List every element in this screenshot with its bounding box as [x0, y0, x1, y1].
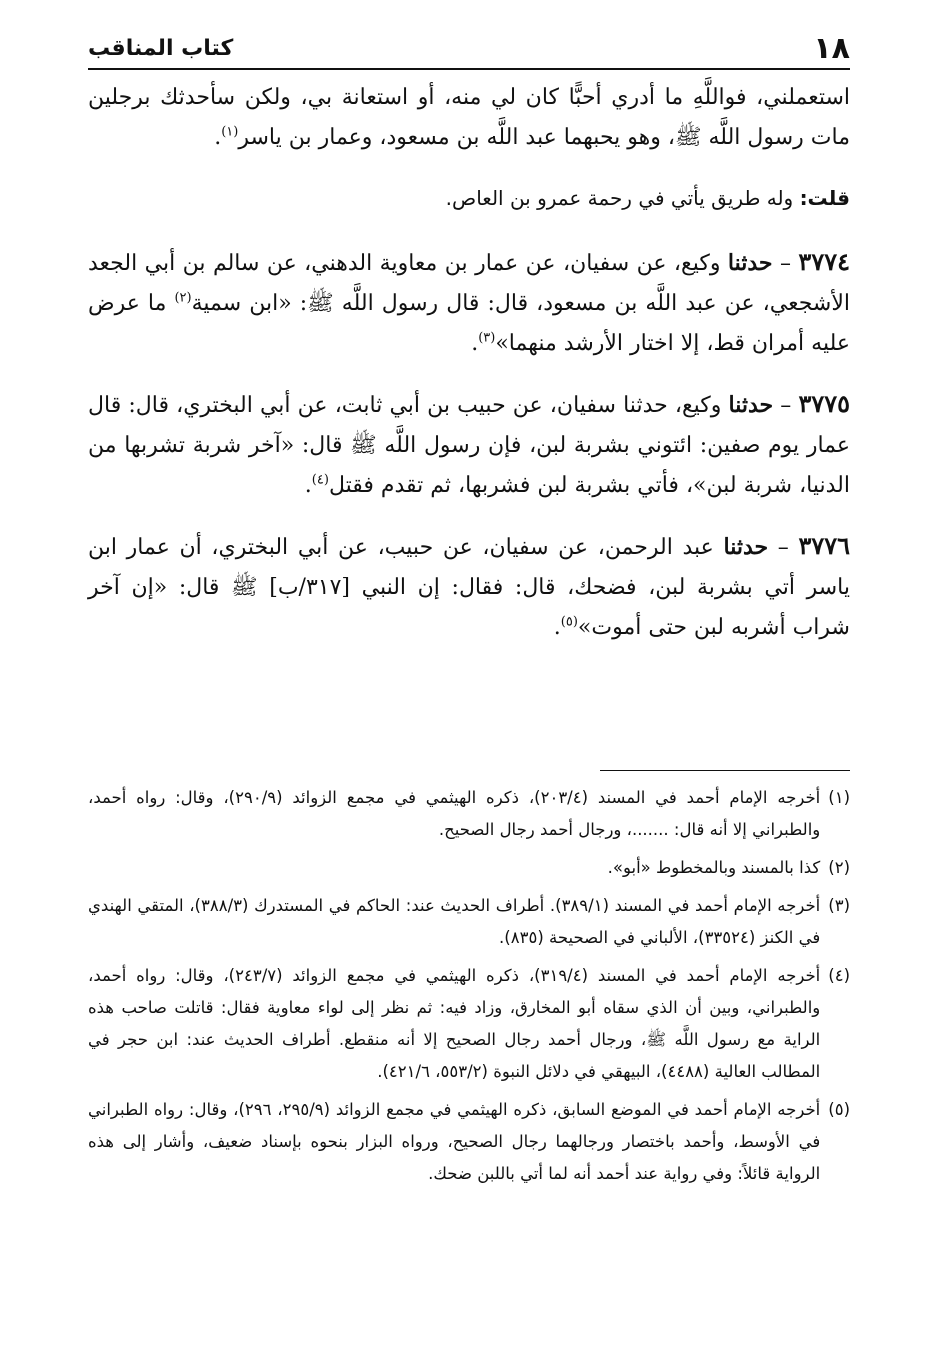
- hadith-dash: –: [772, 251, 799, 276]
- hadith-3775: [88, 384, 850, 506]
- hadith-number: ٣٧٧٤: [798, 247, 850, 276]
- hadith-end: .: [553, 615, 561, 640]
- page-header: [88, 26, 850, 70]
- hadith-end: .: [471, 331, 479, 356]
- editor-note-label: قلت:: [799, 186, 850, 210]
- paragraph-text: استعملني، فواللَّهِ ما أدري أحبًّا كان لي منه، أو استعانة بي، ولكن سأحدثك برجلين مات رسول اللَّه ﷺ، وهو يحبهما عبد اللَّه بن مسعود، وعمار بن ياسر: [88, 85, 850, 150]
- footnote-text: كذا بالمسند وبالمخطوط «أبو».: [607, 858, 821, 877]
- hadith-dash: –: [768, 535, 799, 560]
- hadith-opening: حدثنا: [728, 392, 774, 418]
- footnote-number: (٢): [828, 858, 850, 877]
- hadith-text: وكيع، عن سفيان، عن عمار بن معاوية الدهني، عن سالم بن أبي الجعد الأشجعي، عن عبد اللَّه بن مسعود، قال: قال رسول اللَّه ﷺ: «ابن سمية: [88, 251, 850, 316]
- hadith-3776: [88, 526, 850, 648]
- hadith-text: عبد الرحمن، عن سفيان، عن حبيب، عن أبي البختري، أن عمار ابن ياسر أتي بشربة لبن، فضحك، قال: فقال: إن النبي [٣١٧/ب] ﷺ قال: «إن آخر شراب أشربه لبن حتى أموت»: [88, 535, 851, 640]
- paragraph-continuation: [88, 78, 850, 158]
- header-divider: [88, 68, 850, 70]
- hadith-number: ٣٧٧٥: [798, 389, 850, 418]
- footnote-divider: [600, 770, 850, 771]
- footnote-ref-5: (٥): [560, 614, 578, 630]
- editor-note-text: وله طريق يأتي في رحمة عمرو بن العاص.: [445, 186, 794, 210]
- hadith-end: .: [304, 473, 312, 498]
- book-title: كتاب المناقب: [88, 35, 234, 61]
- footnote-1: [88, 782, 850, 846]
- footnote-2: [88, 852, 850, 884]
- footnote-5: [88, 1094, 850, 1190]
- hadith-dash: –: [773, 393, 799, 418]
- hadith-opening: حدثنا: [723, 534, 769, 560]
- hadith-number: ٣٧٧٦: [798, 531, 850, 560]
- footnotes: [88, 782, 850, 1196]
- hadith-text-continued: ما عرض عليه أمران قط، إلا اختار الأرشد منهما»: [88, 291, 850, 356]
- footnote-number: (٤): [828, 966, 850, 985]
- footnote-text: أخرجه الإمام أحمد في المسند (٢٠٣/٤)، ذكره الهيثمي في مجمع الزوائد (٢٩٠/٩)، وقال: رواه أحمد، والطبراني إلا أنه قال: .......، ورجال أحمد رجال الصحيح.: [88, 788, 821, 839]
- page-number: ١٨: [813, 30, 850, 66]
- footnote-number: (٣): [828, 896, 850, 915]
- editor-note: [88, 178, 850, 218]
- footnote-number: (٥): [828, 1100, 850, 1119]
- footnote-text: أخرجه الإمام أحمد في المسند (٣١٩/٤)، ذكره الهيثمي في مجمع الزوائد (٢٤٣/٧)، وقال: رواه أحمد، والطبراني، وبين أن الذي سقاه أبو المخارق، وزاد فيه: ثم نظر إلى لواء معاوية فقال: قاتلت صاحب هذه الراية مع رسول اللَّه ﷺ، ورجال أحمد رجال الصحيح إلا أنه منقطع. أطراف الحديث عند: ابن حجر في المطالب العالية (٤٤٨٨)، البيهقي في دلائل النبوة (٥٥٣/٢، ٤٢١/٦).: [88, 966, 821, 1081]
- footnote-ref-3: (٣): [478, 330, 496, 346]
- footnote-4: [88, 960, 850, 1088]
- hadith-text: وكيع، حدثنا سفيان، عن حبيب بن أبي ثابت، عن أبي البختري، قال: قال عمار يوم صفين: ائتوني بشربة لبن، فإن رسول اللَّه ﷺ قال: «آخر شربة تشربها من الدنيا، شربة لبن»، فأتي بشربة لبن فشربها، ثم تقدم فقتل: [88, 393, 850, 498]
- footnote-number: (١): [828, 788, 850, 807]
- footnote-text: أخرجه الإمام أحمد في المسند (٣٨٩/١). أطراف الحديث عند: الحاكم في المستدرك (٣٨٨/٣)، المتقي الهندي في الكنز (٣٣٥٢٤)، الألباني في الصحيحة (٨٣٥).: [88, 896, 821, 947]
- footnote-ref-1: (١): [221, 124, 239, 140]
- main-text: [88, 78, 850, 668]
- footnote-ref-4: (٤): [311, 472, 329, 488]
- footnote-ref-2: (٢): [174, 290, 192, 306]
- paragraph-end: .: [214, 125, 222, 150]
- footnote-3: [88, 890, 850, 954]
- hadith-opening: حدثنا: [727, 250, 773, 276]
- hadith-3774: [88, 242, 850, 364]
- footnote-text: أخرجه الإمام أحمد في الموضع السابق، ذكره الهيثمي في مجمع الزوائد (٢٩٥/٩، ٢٩٦)، وقال: رواه الطبراني في الأوسط، وأحمد باختصار ورجالهما رجال الصحيح، ورواه البزار بنحوه بإسناد ضعيف، وأشار إلى هذه الرواية قائلاً: وفي رواية عند أحمد أنه لما أتي باللبن ضحك.: [88, 1100, 821, 1183]
